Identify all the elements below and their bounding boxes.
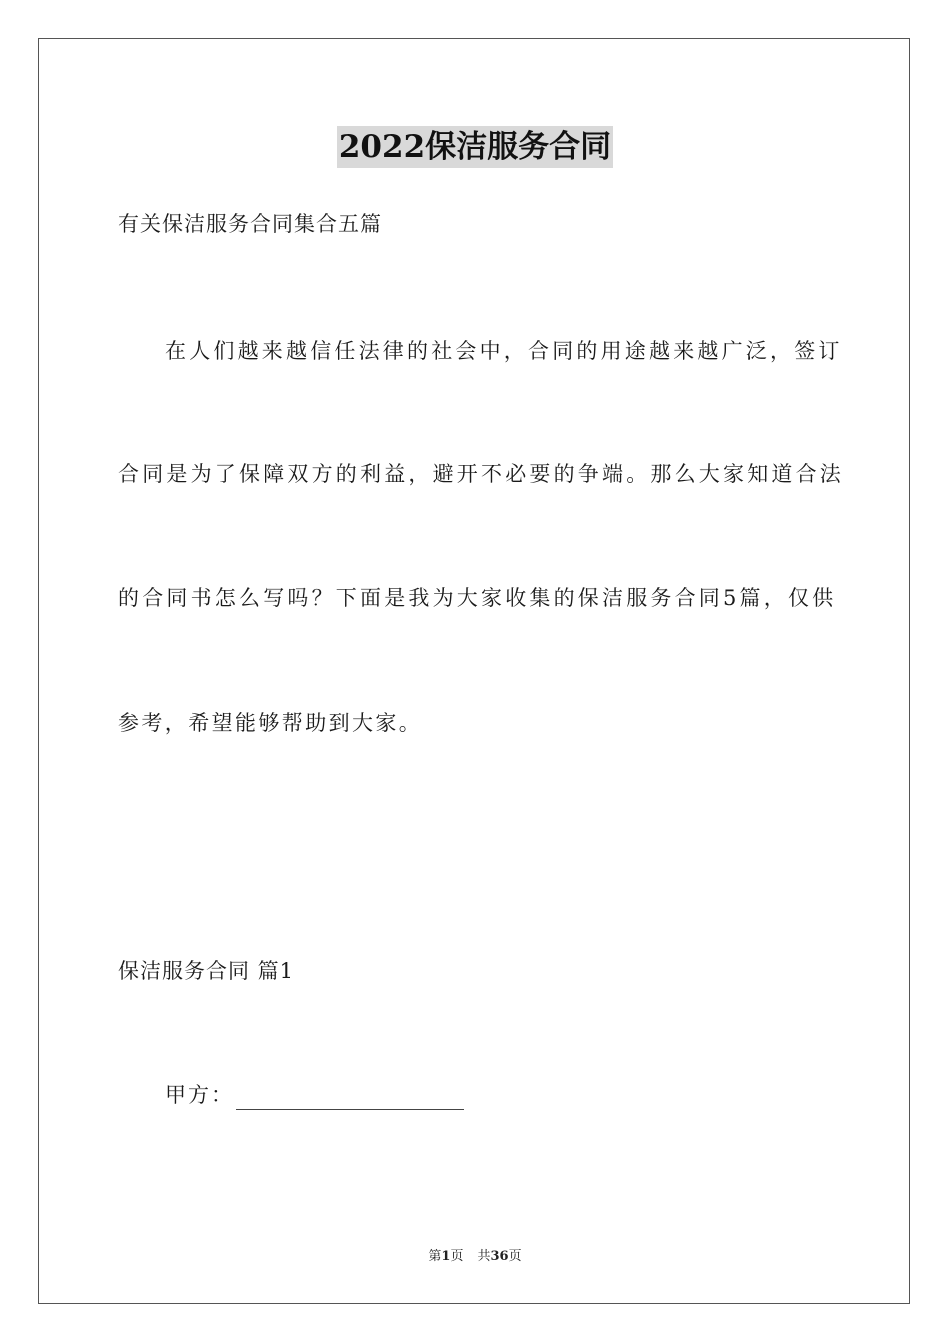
party-a-blank-line xyxy=(236,1085,464,1110)
document-subtitle: 有关保洁服务合同集合五篇 xyxy=(118,212,382,236)
paragraph-line-2: 合同是为了保障双方的利益，避开不必要的争端。那么大家知道合法 xyxy=(118,462,844,486)
title-container xyxy=(0,126,950,168)
paragraph-line-4: 参考，希望能够帮助到大家。 xyxy=(118,711,423,735)
footer-page-prefix: 第 xyxy=(428,1249,442,1264)
paragraph-line-3: 的合同书怎么写吗？下面是我为大家收集的保洁服务合同5篇，仅供 xyxy=(118,586,837,610)
footer-total-suffix: 页 xyxy=(508,1249,522,1264)
party-a-row xyxy=(165,1080,464,1110)
footer-total-prefix: 共 xyxy=(477,1249,491,1264)
section-heading: 保洁服务合同 篇1 xyxy=(118,959,295,983)
paragraph-line-1: 在人们越来越信任法律的社会中，合同的用途越来越广泛，签订 xyxy=(165,339,843,363)
party-a-label: 甲方： xyxy=(165,1083,234,1107)
footer-total-pages: 36 xyxy=(490,1249,509,1264)
footer-page-suffix: 页 xyxy=(450,1249,464,1264)
footer-page-number: 1 xyxy=(441,1249,451,1264)
document-title: 2022保洁服务合同 xyxy=(337,126,613,168)
page-footer xyxy=(0,1248,950,1266)
